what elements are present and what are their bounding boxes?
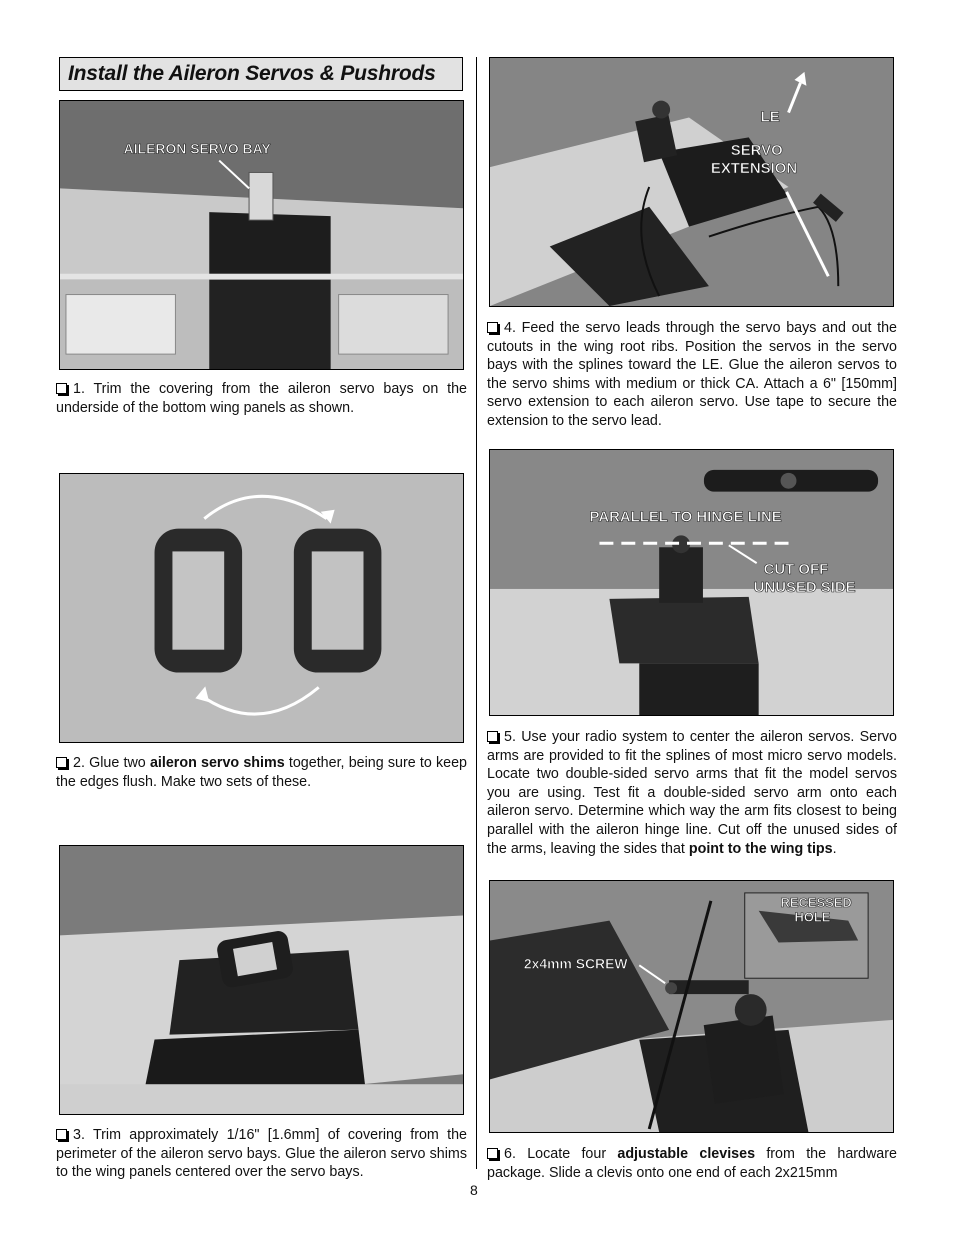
photo4-label-servo: SERVO <box>730 143 783 160</box>
photo4-label-le: LE <box>760 109 780 126</box>
step-3: 3. Trim approximately 1/16" [1.6mm] of covering from the perimeter of the aileron servo bays. Glue the aileron servo shims to the wing panels centered over the servo bays. <box>56 1127 467 1181</box>
photo5-label-unused-side: UNUSED SIDE <box>753 579 856 596</box>
photo-servo-shims <box>59 473 464 743</box>
step-5: 5. Use your radio system to center the aileron servos. Servo arms are provided to fit the splines of most micro servo models. Locate two double-sided servo arms that fit the model servos you are using. Test fit a double-sided servo arm onto each aileron servo. Determine which way the arm fits closest to being parallel with the aileron hinge line. Cut off the unused sides of the arms, leaving the sides that point to the wing tips. <box>487 729 897 857</box>
photo4-label-extension: EXTENSION <box>710 161 798 178</box>
page-number: 8 <box>470 1182 478 1198</box>
photo6-label-recessed: RECESSED <box>780 894 852 910</box>
photo-aileron-servo-bay <box>59 100 464 370</box>
step-4: 4. Feed the servo leads through the servo bays and out the cutouts in the wing root ribs. Position the servos in the servo bays with the splines toward the LE. Glue the aileron servos to the servo shims with medium or thick CA. Attach a 6" [150mm] servo extension to each aileron servo. Use tape to secure the extension to the servo lead. <box>487 320 897 429</box>
photo-clevis-screw <box>489 880 894 1133</box>
photo-shim-on-wing <box>59 845 464 1115</box>
checkbox-icon[interactable] <box>56 757 67 768</box>
section-title: Install the Aileron Servos & Pushrods <box>68 62 436 85</box>
photo1-label-servo-bay: AILERON SERVO BAY <box>123 140 271 157</box>
column-divider <box>476 57 477 1169</box>
checkbox-icon[interactable] <box>487 322 498 333</box>
step-2: 2. Glue two aileron servo shims together, being sure to keep the edges flush. Make two sets of these. <box>56 755 467 790</box>
checkbox-icon[interactable] <box>56 383 67 394</box>
checkbox-icon[interactable] <box>487 1148 498 1159</box>
step-1: 1. Trim the covering from the aileron servo bays on the underside of the bottom wing panels as shown. <box>56 381 467 416</box>
step-6: 6. Locate four adjustable clevises from the hardware package. Slide a clevis onto one end of each 2x215mm <box>487 1146 897 1181</box>
photo6-label-screw: 2x4mm SCREW <box>523 955 628 972</box>
photo5-label-parallel: PARALLEL TO HINGE LINE <box>589 509 782 526</box>
photo5-label-cut-off: CUT OFF <box>763 562 829 579</box>
photo6-label-hole: HOLE <box>794 909 831 925</box>
checkbox-icon[interactable] <box>487 731 498 742</box>
checkbox-icon[interactable] <box>56 1129 67 1140</box>
photo-servo-arm-hinge-line <box>489 449 894 716</box>
photo-servo-extension <box>489 57 894 307</box>
section-title-box <box>59 57 463 91</box>
